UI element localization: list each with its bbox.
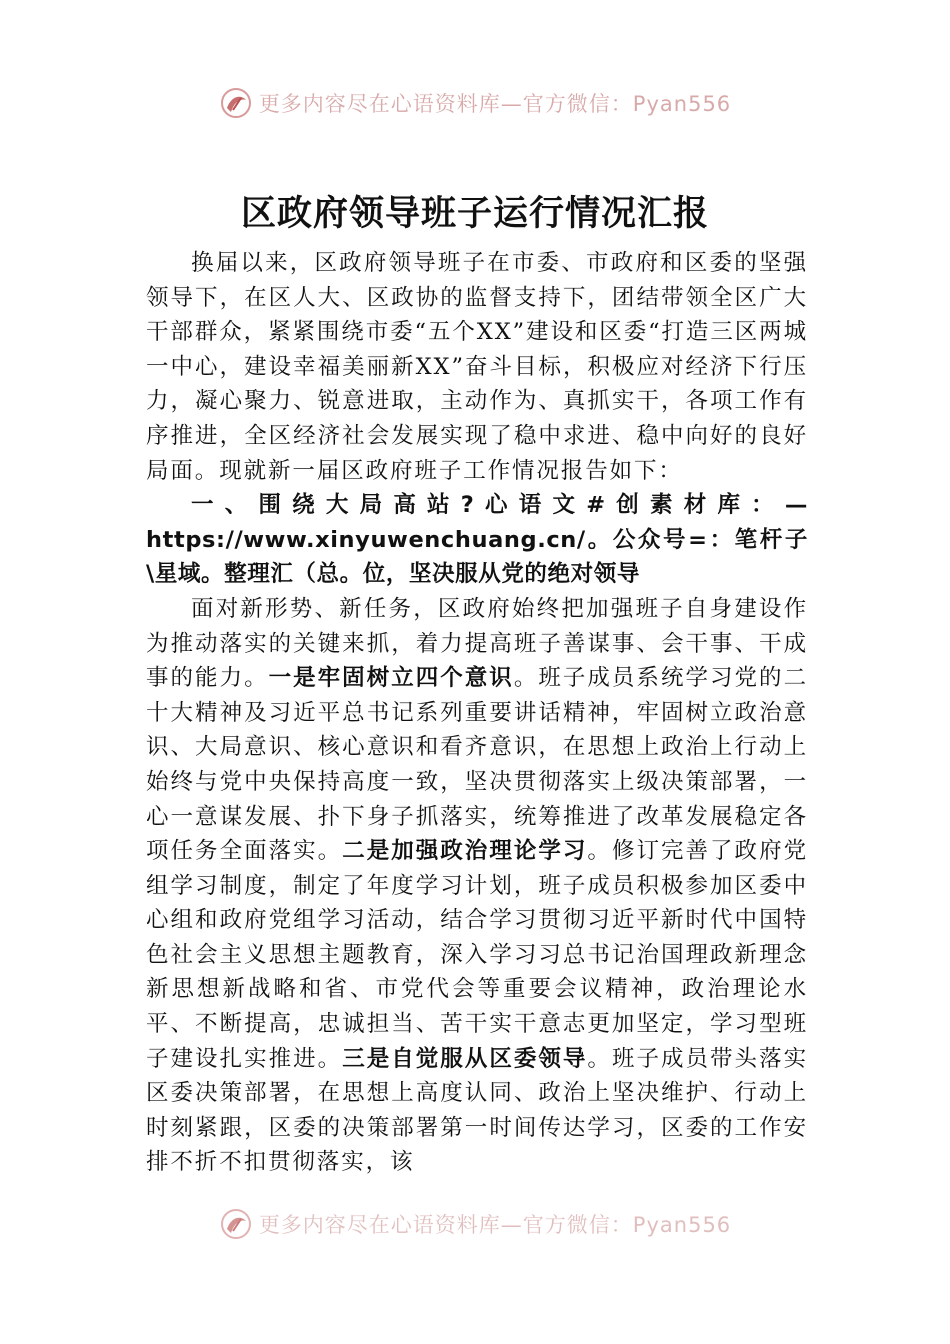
watermark-footer [0, 1207, 950, 1241]
section-1-paragraph [146, 592, 808, 1180]
brand-logo-icon [219, 1207, 253, 1241]
watermark-text: 更多内容尽在心语资料库—官方微信：Pyan556 [258, 92, 732, 116]
intro-paragraph: 换届以来，区政府领导班子在市委、市政府和区委的坚强领导下，在区人大、区政协的监督支持下，团结带领全区广大干部群众，紧紧围绕市委“五个XX”建设和区委“打造三区两城一中心，建设幸福美丽新XX”奋斗目标，积极应对经济下行压力，凝心聚力、锐意进取，主动作为、真抓实干，各项工作有序推进，全区经济社会发展实现了稳中求进、稳中向好的良好局面。现就新一届区政府班子工作情况报告如下： [146, 250, 808, 484]
document-title: 区政府领导班子运行情况汇报 [240, 193, 709, 234]
bold-point-1: 一是牢固树立四个意识 [268, 665, 514, 692]
brand-logo-icon [219, 86, 253, 120]
bold-point-3: 三是自觉服从区委领导 [342, 1045, 588, 1072]
section-heading-1: 一、围绕大局高站?心语文#创素材库：—https://www.xinyuwenchuang.cn/。公众号=：笔杆子\星域。整理汇（总。位，坚决服从党的绝对领导 [146, 492, 808, 588]
bold-point-2: 二是加强政治理论学习 [342, 838, 588, 865]
paragraph-text: 。班子成员系统学习党的二十大精神及习近平总书记系列重要讲话精神，牢固树立政治意识、大局意识、核心意识和看齐意识，在思想上政治上行动上始终与党中央保持高度一致，坚决贯彻落实上级决策部署，一心一意谋发展、扑下身子抓落实，统筹推进了改革发展稳定各项任务全面落实。 [146, 665, 808, 865]
paragraph-text: 面对新形势、新任务，区政府始终把加强班子自身建设作为推动落实的关键来抓，着力提高班子善谋事、会干事、干成事的能力。 [146, 595, 808, 692]
watermark-header [0, 86, 950, 120]
paragraph-text: 。修订完善了政府党组学习制度，制定了年度学习计划，班子成员积极参加区委中心组和政府党组学习活动，结合学习贯彻习近平新时代中国特色社会主义思想主题教育，深入学习习总书记治国理政新理念新思想新战略和省、市党代会等重要会议精神，政治理论水平、不断提高，忠诚担当、苦干实干意志更加坚定，学习型班子建设扎实推进。 [146, 838, 808, 1072]
document-body [146, 246, 808, 1180]
watermark-text: 更多内容尽在心语资料库—官方微信：Pyan556 [258, 1213, 732, 1237]
paragraph-text: 。班子成员带头落实区委决策部署，在思想上高度认同、政治上坚决维护、行动上时刻紧跟，区委的决策部署第一时间传达学习，区委的工作安排不折不扣贯彻落实，该 [146, 1045, 808, 1176]
